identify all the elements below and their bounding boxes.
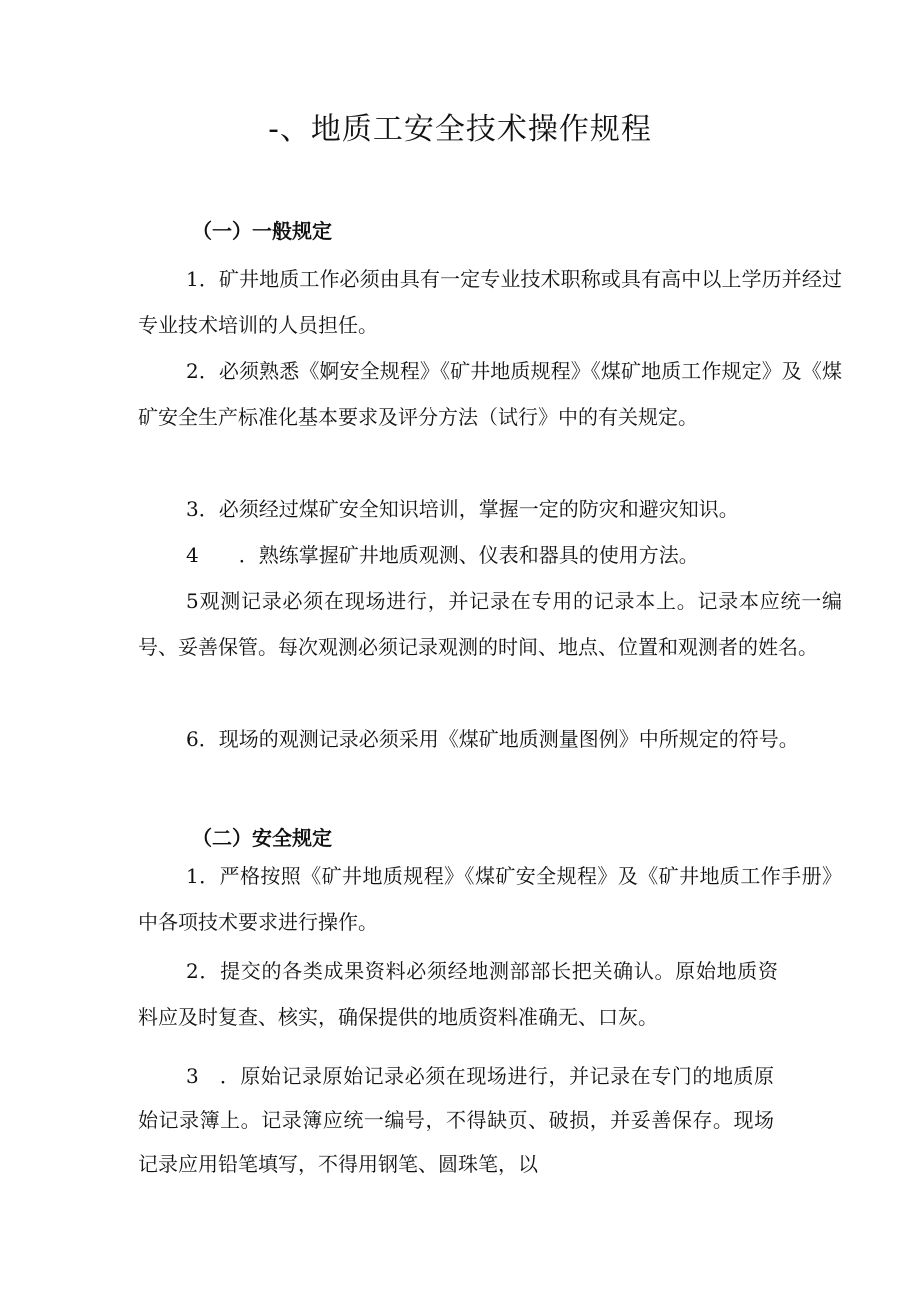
paragraph-general-6: 6．现场的观测记录必须采用《煤矿地质测量图例》中所规定的符号。: [186, 727, 799, 751]
paragraph-safety-3: 3 ．原始记录原始记录必须在现场进行，并记录在专门的地质原始记录簿上。记录簿应统一编号，不得缺页、破损，并妥善保存。现场记录应用铅笔填写，不得用钢笔、圆珠笔，以: [138, 1064, 774, 1176]
paragraph-general-2: 2．必须熟悉《婀安全规程》《矿井地质规程》《煤矿地质工作规定》及《煤矿安全生产标准化基本要求及评分方法（试行》中的有关规定。: [138, 359, 842, 429]
page-title: -、地质工安全技术操作规程: [268, 112, 652, 147]
paragraph-general-5: 5观测记录必须在现场进行，并记录在专用的记录本上。记录本应统一编号、妥善保管。每次观测必须记录观测的时间、地点、位置和观测者的姓名。: [138, 589, 842, 659]
paragraph-safety-1: 1．严格按照《矿井地质规程》《煤矿安全规程》及《矿井地质工作手册》中各项技术要求进行操作。: [138, 864, 842, 934]
paragraph-safety-2: 2．提交的各类成果资料必须经地测部部长把关确认。原始地质资料应及时复查、核实，确保提供的地质资料准确无、口灰。: [138, 959, 778, 1029]
paragraph-general-4: 4 ．熟练掌握矿井地质观测、仪表和器具的使用方法。: [186, 543, 699, 567]
section-heading-safety: （二）安全规定: [192, 826, 332, 850]
paragraph-general-3: 3．必须经过煤矿安全知识培训，掌握一定的防灾和避灾知识。: [186, 497, 739, 521]
section-heading-general: （一）一般规定: [192, 219, 332, 243]
paragraph-general-1: 1．矿井地质工作必须由具有一定专业技术职称或具有高中以上学历并经过专业技术培训的人员担任。: [138, 267, 842, 337]
